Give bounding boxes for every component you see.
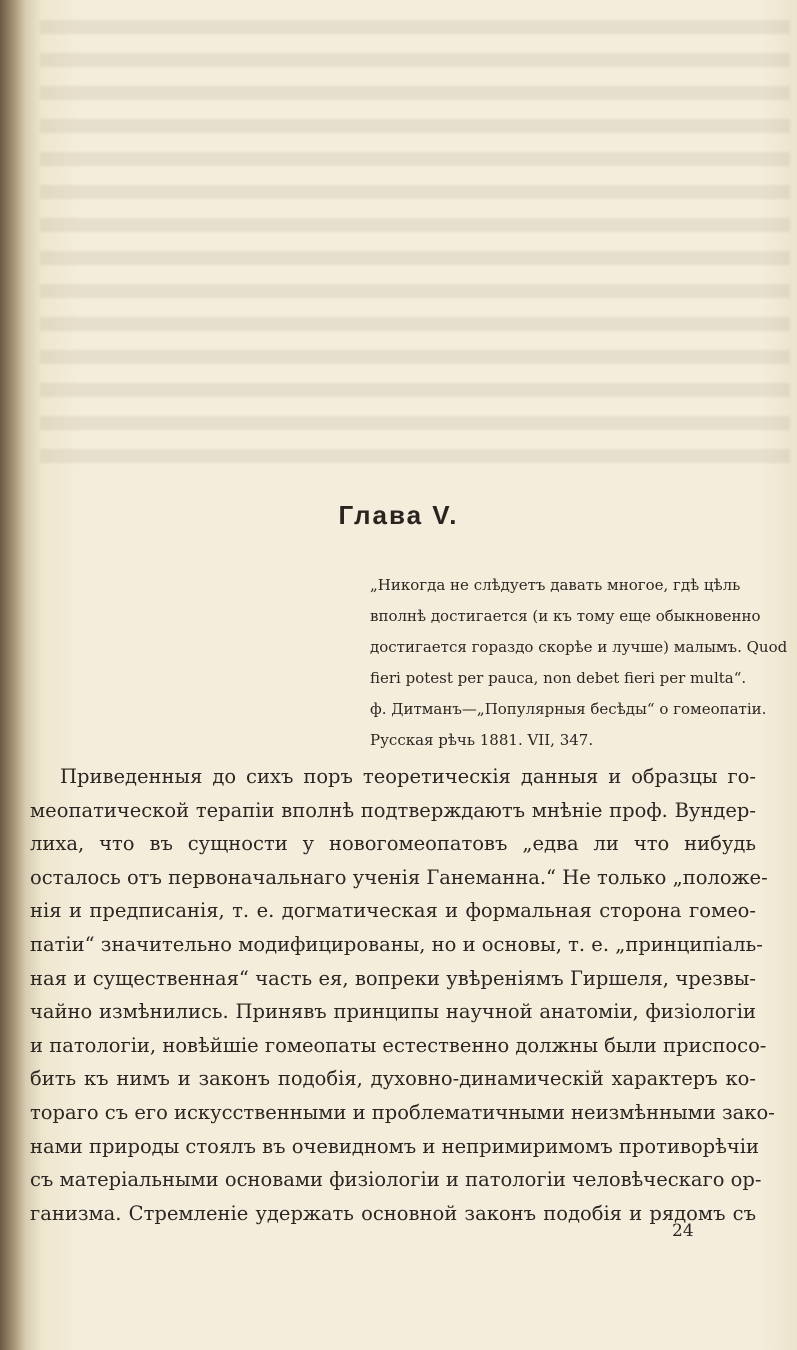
body-line: бить къ нимъ и законъ подобія, духовно-динамическій характеръ ко- bbox=[30, 1067, 756, 1091]
body-line: осталось отъ первоначальнаго ученія Ганеманна.“ Не только „положе- bbox=[30, 865, 768, 889]
body-line: патіи“ значительно модифицированы, но и основы, т. е. „принципіаль- bbox=[30, 932, 763, 956]
epigraph-line: ф. Дитманъ—„Популярныя бесѣды“ о гомеопатіи. bbox=[370, 700, 767, 718]
epigraph bbox=[370, 570, 788, 756]
body-line: и патологіи, новѣйшіе гомеопаты естественно должны были приспосо- bbox=[30, 1033, 767, 1057]
epigraph-line: „Никогда не слѣдуетъ давать многое, гдѣ цѣль bbox=[370, 576, 741, 594]
body-line: чайно измѣнились. Принявъ принципы научной анатоміи, физіологіи bbox=[30, 1000, 756, 1024]
page-number: 24 bbox=[672, 1221, 694, 1241]
body-line: ная и существенная“ часть ея, вопреки увѣреніямъ Гиршеля, чрезвы- bbox=[30, 966, 756, 990]
body-line: съ матеріальными основами физіологіи и патологіи человѣческаго ор- bbox=[30, 1168, 762, 1192]
body-line: тораго съ его искусственными и проблематичными неизмѣнными зако- bbox=[30, 1100, 775, 1124]
body-text bbox=[30, 760, 775, 1230]
body-line: лиха, что въ сущности у новогомеопатовъ „едва ли что нибудь bbox=[30, 832, 756, 856]
bleed-through-text bbox=[40, 20, 790, 480]
chapter-heading: Глава V. bbox=[338, 500, 459, 530]
epigraph-line: fieri potest per pauca, non debet fieri per multa“. bbox=[370, 669, 747, 687]
epigraph-line: вполнѣ достигается (и къ тому еще обыкновенно bbox=[370, 607, 761, 625]
body-line: меопатической терапіи вполнѣ подтверждаютъ мнѣніе проф. Вундер- bbox=[30, 798, 756, 822]
body-line: нія и предписанія, т. е. догматическая и формальная сторона гомео- bbox=[30, 899, 756, 923]
body-line: нами природы стоялъ въ очевидномъ и непримиримомъ противорѣчіи bbox=[30, 1134, 760, 1158]
body-line: Приведенныя до сихъ поръ теоретическія данныя и образцы го- bbox=[60, 765, 756, 788]
body-line: ганизма. Стремленіе удержать основной законъ подобія и рядомъ съ bbox=[30, 1201, 756, 1225]
epigraph-line: Русская рѣчь 1881. VII, 347. bbox=[370, 731, 594, 749]
epigraph-line: достигается гораздо скорѣе и лучше) малымъ. Quod bbox=[370, 638, 788, 656]
